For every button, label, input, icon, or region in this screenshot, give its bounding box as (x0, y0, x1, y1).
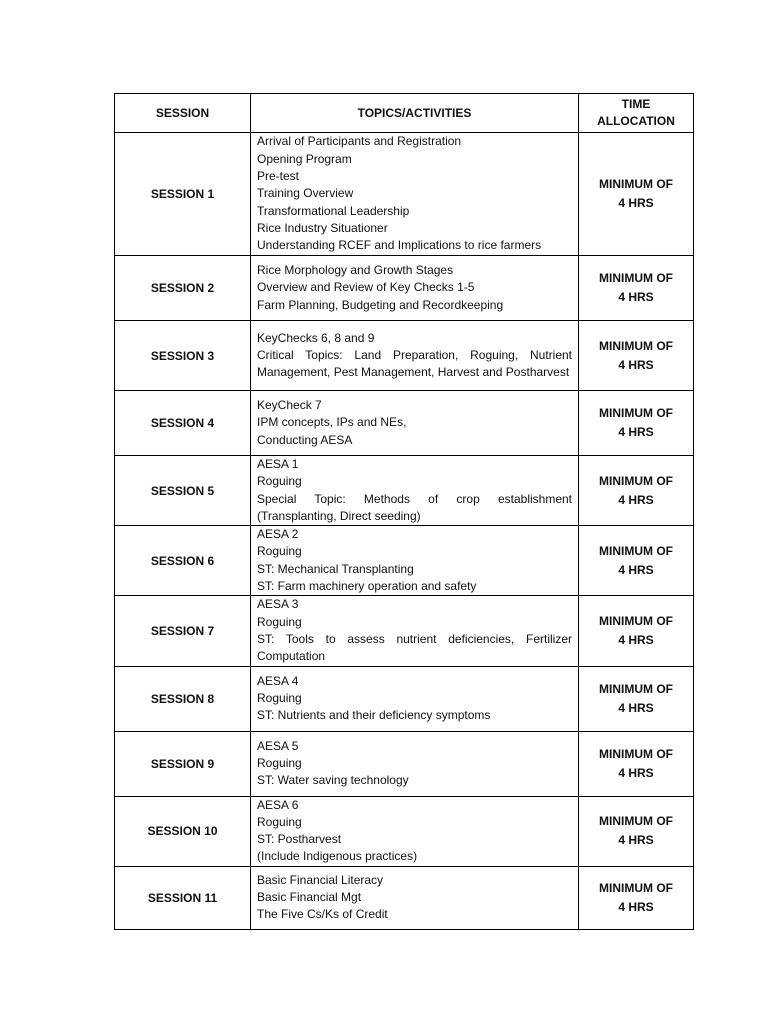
topic-line: ST: Mechanical Transplanting (257, 561, 414, 576)
topic-line: ST: Tools to assess nutrient deficiencies, Fertilizer Computation (257, 631, 572, 664)
topic-line: AESA 5 (257, 738, 299, 753)
table-row (115, 596, 694, 666)
topic-line: Training Overview (257, 186, 354, 201)
table-row (115, 796, 694, 866)
topics-cell (251, 731, 579, 796)
topic-line: AESA 2 (257, 527, 299, 542)
time-allocation-cell (579, 256, 694, 321)
session-cell: SESSION 7 (115, 596, 251, 666)
time-line2: 4 HRS (618, 357, 654, 372)
session-cell: SESSION 11 (115, 866, 251, 929)
topic-line: ST: Nutrients and their deficiency symptoms (257, 708, 491, 723)
topic-line: AESA 4 (257, 673, 299, 688)
table-row (115, 321, 694, 391)
time-line2: 4 HRS (618, 899, 654, 914)
time-line1: MINIMUM OF (599, 338, 673, 353)
topic-line: ST: Water saving technology (257, 773, 409, 788)
table-row (115, 133, 694, 256)
header-session: SESSION (115, 94, 251, 133)
time-allocation-cell (579, 133, 694, 256)
session-cell: SESSION 2 (115, 256, 251, 321)
topics-cell (251, 391, 579, 456)
topic-line: AESA 3 (257, 597, 299, 612)
topic-line: Basic Financial Mgt (257, 890, 362, 905)
topics-cell (251, 526, 579, 596)
topic-line: Opening Program (257, 151, 352, 166)
topic-line: AESA 6 (257, 797, 299, 812)
table-body (115, 133, 694, 930)
topic-line: ST: Postharvest (257, 832, 342, 847)
table-row (115, 456, 694, 526)
topic-line: Understanding RCEF and Implications to rice farmers (257, 238, 542, 253)
header-topics: TOPICS/ACTIVITIES (251, 94, 579, 133)
time-line1: MINIMUM OF (599, 543, 673, 558)
topic-line: AESA 1 (257, 457, 299, 471)
topic-line: Farm Planning, Budgeting and Recordkeeping (257, 297, 504, 312)
time-line1: MINIMUM OF (599, 473, 673, 488)
topics-cell (251, 456, 579, 526)
topic-line: KeyChecks 6, 8 and 9 (257, 330, 375, 345)
time-line1: MINIMUM OF (599, 681, 673, 696)
topic-line: Arrival of Participants and Registration (257, 134, 462, 149)
topic-line: The Five Cs/Ks of Credit (257, 907, 388, 922)
topic-line: Basic Financial Literacy (257, 872, 384, 887)
table-row (115, 391, 694, 456)
time-line2: 4 HRS (618, 562, 654, 577)
topics-cell (251, 133, 579, 256)
time-line2: 4 HRS (618, 290, 654, 304)
time-allocation-cell (579, 596, 694, 666)
time-line1: MINIMUM OF (599, 613, 673, 628)
topic-line: ST: Farm machinery operation and safety (257, 579, 477, 594)
topic-line: Overview and Review of Key Checks 1-5 (257, 280, 475, 295)
time-allocation-cell (579, 456, 694, 526)
topic-line: Special Topic: Methods of crop establishment (Transplanting, Direct seeding) (257, 491, 572, 523)
topic-line: KeyCheck 7 (257, 398, 322, 413)
session-cell: SESSION 9 (115, 731, 251, 796)
time-allocation-cell (579, 391, 694, 456)
table-header (115, 94, 694, 133)
topic-line: Conducting AESA (257, 432, 353, 447)
session-cell: SESSION 3 (115, 321, 251, 391)
time-allocation-cell (579, 321, 694, 391)
time-line2: 4 HRS (618, 833, 654, 848)
topic-line: IPM concepts, IPs and NEs, (257, 415, 407, 430)
topic-line: Roguing (257, 544, 302, 559)
topic-line: Roguing (257, 474, 302, 489)
time-line1: MINIMUM OF (599, 177, 673, 191)
time-line2: 4 HRS (618, 700, 654, 715)
session-cell: SESSION 1 (115, 133, 251, 256)
time-line2: 4 HRS (618, 632, 654, 647)
time-line2: 4 HRS (618, 425, 654, 439)
topic-line: Roguing (257, 755, 302, 770)
training-schedule-table (114, 93, 694, 930)
topic-line: Rice Industry Situationer (257, 220, 388, 235)
topics-cell (251, 256, 579, 321)
time-line1: MINIMUM OF (599, 271, 673, 285)
topics-cell (251, 866, 579, 929)
session-cell: SESSION 4 (115, 391, 251, 456)
topic-line: Pre-test (257, 169, 300, 184)
time-allocation-cell (579, 731, 694, 796)
time-line1: MINIMUM OF (599, 406, 673, 420)
topic-line: Transformational Leadership (257, 203, 410, 218)
time-allocation-cell (579, 796, 694, 866)
header-time-allocation (579, 94, 694, 133)
table-row (115, 526, 694, 596)
table-row (115, 866, 694, 929)
time-line1: MINIMUM OF (599, 746, 673, 761)
topic-line: Critical Topics: Land Preparation, Roguing, Nutrient Management, Pest Management, Harvest and Postharvest (257, 347, 572, 380)
time-allocation-cell (579, 866, 694, 929)
header-row (115, 94, 694, 133)
topic-line: (Include Indigenous practices) (257, 849, 418, 864)
session-cell: SESSION 5 (115, 456, 251, 526)
topics-cell (251, 321, 579, 391)
topics-cell (251, 596, 579, 666)
time-line2: 4 HRS (618, 196, 654, 210)
session-cell: SESSION 10 (115, 796, 251, 866)
time-line1: MINIMUM OF (599, 880, 673, 895)
session-cell: SESSION 6 (115, 526, 251, 596)
time-allocation-cell (579, 666, 694, 731)
table-row (115, 731, 694, 796)
topics-cell (251, 796, 579, 866)
topic-line: Roguing (257, 814, 302, 829)
session-cell: SESSION 8 (115, 666, 251, 731)
time-line2: 4 HRS (618, 765, 654, 780)
topic-line: Rice Morphology and Growth Stages (257, 263, 454, 278)
table-row (115, 666, 694, 731)
topic-line: Roguing (257, 614, 302, 629)
topic-line: Roguing (257, 690, 302, 705)
topics-cell (251, 666, 579, 731)
table-row (115, 256, 694, 321)
time-line2: 4 HRS (618, 492, 654, 507)
header-time-line1: TIME (621, 97, 651, 111)
time-allocation-cell (579, 526, 694, 596)
time-line1: MINIMUM OF (599, 814, 673, 829)
header-time-line2: ALLOCATION (597, 114, 675, 128)
